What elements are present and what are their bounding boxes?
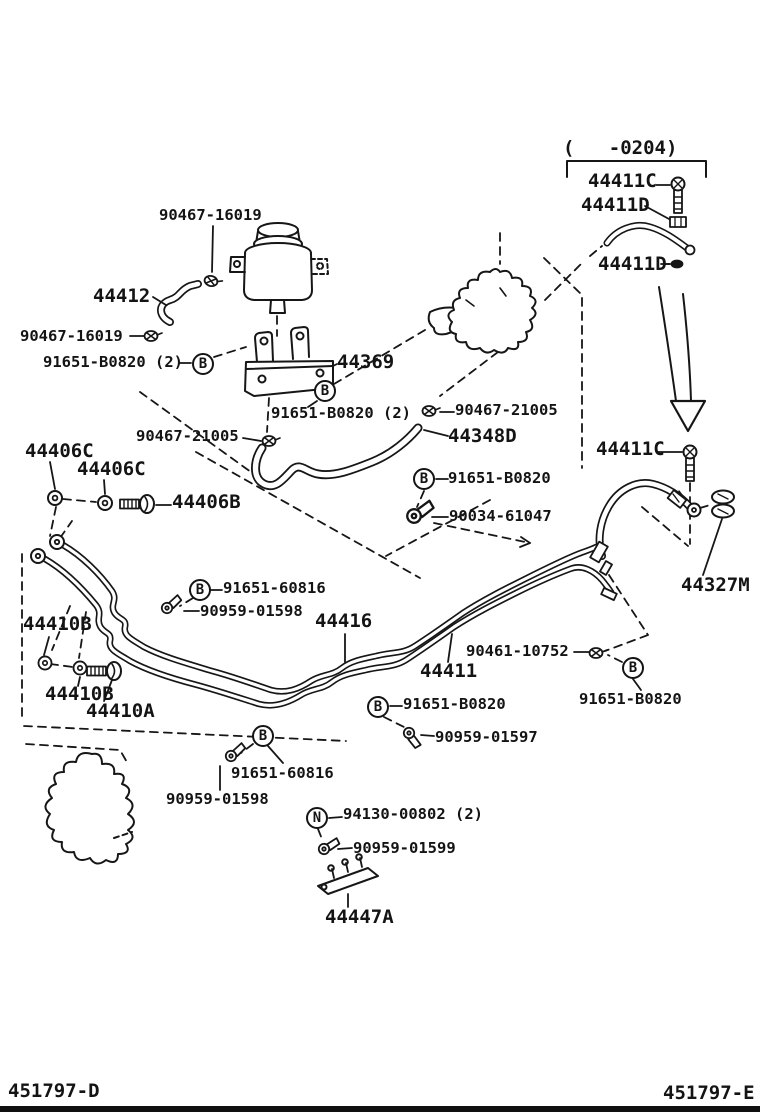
label-44369: 44369 bbox=[337, 351, 395, 373]
label-90959-01599: 90959-01599 bbox=[353, 839, 456, 857]
clamp-01598-icon bbox=[223, 742, 248, 762]
hose-44348d bbox=[256, 428, 419, 486]
bolt-44410a-icon bbox=[87, 662, 121, 680]
label-44410b-low: 44410B bbox=[45, 683, 114, 705]
label-44327m: 44327M bbox=[681, 574, 750, 596]
label-91651-b0820-left: 91651-B0820 (2) bbox=[43, 353, 183, 371]
label-91651-b0820-clow: 91651-B0820 bbox=[403, 695, 506, 713]
engine-outline bbox=[45, 753, 134, 864]
label-90467-21005-right: 90467-21005 bbox=[455, 401, 558, 419]
figure-code-left: 451797-D bbox=[8, 1080, 100, 1102]
washer-44406c-icon bbox=[98, 496, 112, 510]
label-90461-10752: 90461-10752 bbox=[466, 642, 569, 660]
label-44411d-1: 44411D bbox=[581, 194, 650, 216]
range-note: ( -0204) bbox=[563, 137, 678, 159]
label-44447a: 44447A bbox=[325, 906, 394, 928]
label-44410b-up: 44410B bbox=[23, 613, 92, 635]
hose-end-fitting-icon bbox=[668, 490, 701, 516]
fastener-marker-b: B bbox=[413, 468, 435, 490]
label-91651-b0820-center: 91651-B0820 (2) bbox=[271, 404, 411, 422]
label-44406b: 44406B bbox=[172, 491, 241, 513]
fastener-marker-b: B bbox=[367, 696, 389, 718]
fastener-marker-b: B bbox=[192, 353, 214, 375]
pump-outline bbox=[429, 269, 536, 353]
label-44410a: 44410A bbox=[86, 700, 155, 722]
spring-clamp-16019-icon bbox=[203, 274, 222, 288]
fastener-marker-b: B bbox=[189, 579, 211, 601]
label-44411c-low: 44411C bbox=[596, 438, 665, 460]
label-90467-21005-left: 90467-21005 bbox=[136, 427, 239, 445]
label-90467-16019-left: 90467-16019 bbox=[20, 327, 123, 345]
label-44412: 44412 bbox=[93, 285, 151, 307]
label-90959-01597: 90959-01597 bbox=[435, 728, 538, 746]
bolt-44411c-top-icon bbox=[672, 178, 685, 214]
bracket-44447a bbox=[318, 854, 378, 894]
bolt-44411c-low-icon bbox=[684, 446, 697, 482]
hose-44412 bbox=[161, 284, 198, 322]
clamp-01599-icon bbox=[318, 838, 341, 855]
fastener-marker-b: B bbox=[314, 380, 336, 402]
label-44416: 44416 bbox=[315, 610, 373, 632]
washer-44410b-icon bbox=[38, 656, 51, 669]
washer-44410b-icon bbox=[73, 661, 86, 674]
direction-arrow bbox=[659, 287, 705, 431]
label-91651-60816-up: 91651-60816 bbox=[223, 579, 326, 597]
figure-code-right: 451797-E bbox=[663, 1082, 755, 1104]
spring-clamp-21005-icon bbox=[263, 436, 281, 446]
hose-top-right bbox=[607, 225, 695, 254]
spring-clamp-21005-icon bbox=[423, 406, 441, 416]
fastener-marker-n: N bbox=[306, 807, 328, 829]
label-44348d: 44348D bbox=[448, 425, 517, 447]
clamp-61047-icon bbox=[405, 500, 436, 524]
bolt-44406b-icon bbox=[120, 495, 154, 513]
reservoir-tank bbox=[230, 223, 328, 313]
tube-eyelet-icon bbox=[50, 535, 64, 549]
clamp-01597-icon bbox=[403, 726, 421, 750]
label-90959-01598-low: 90959-01598 bbox=[166, 790, 269, 808]
label-94130-00802: 94130-00802 (2) bbox=[343, 805, 483, 823]
page-bottom-bar bbox=[0, 1106, 760, 1112]
label-44411c-top: 44411C bbox=[588, 170, 657, 192]
dashed-locating-lines bbox=[22, 233, 710, 839]
spring-clamp-16019-icon bbox=[145, 331, 163, 341]
grommet-44327m-icon bbox=[712, 491, 734, 518]
label-90467-16019-top: 90467-16019 bbox=[159, 206, 262, 224]
label-44411d-2: 44411D bbox=[598, 253, 667, 275]
label-91651-b0820-mid: 91651-B0820 bbox=[448, 469, 551, 487]
label-90034-61047: 90034-61047 bbox=[449, 507, 552, 525]
tube-eyelet-icon bbox=[31, 549, 45, 563]
label-44406c-2: 44406C bbox=[77, 458, 146, 480]
label-90959-01598-up: 90959-01598 bbox=[200, 602, 303, 620]
fastener-marker-b: B bbox=[252, 725, 274, 747]
label-44406c-1: 44406C bbox=[25, 440, 94, 462]
washer-44406c-icon bbox=[48, 491, 62, 505]
clamp-01598-icon bbox=[159, 594, 184, 614]
label-91651-b0820-right: 91651-B0820 bbox=[579, 690, 682, 708]
tube-clamp-10752-icon bbox=[590, 648, 608, 658]
label-44411: 44411 bbox=[420, 660, 478, 682]
fastener-marker-b: B bbox=[622, 657, 644, 679]
label-91651-60816-low: 91651-60816 bbox=[231, 764, 334, 782]
